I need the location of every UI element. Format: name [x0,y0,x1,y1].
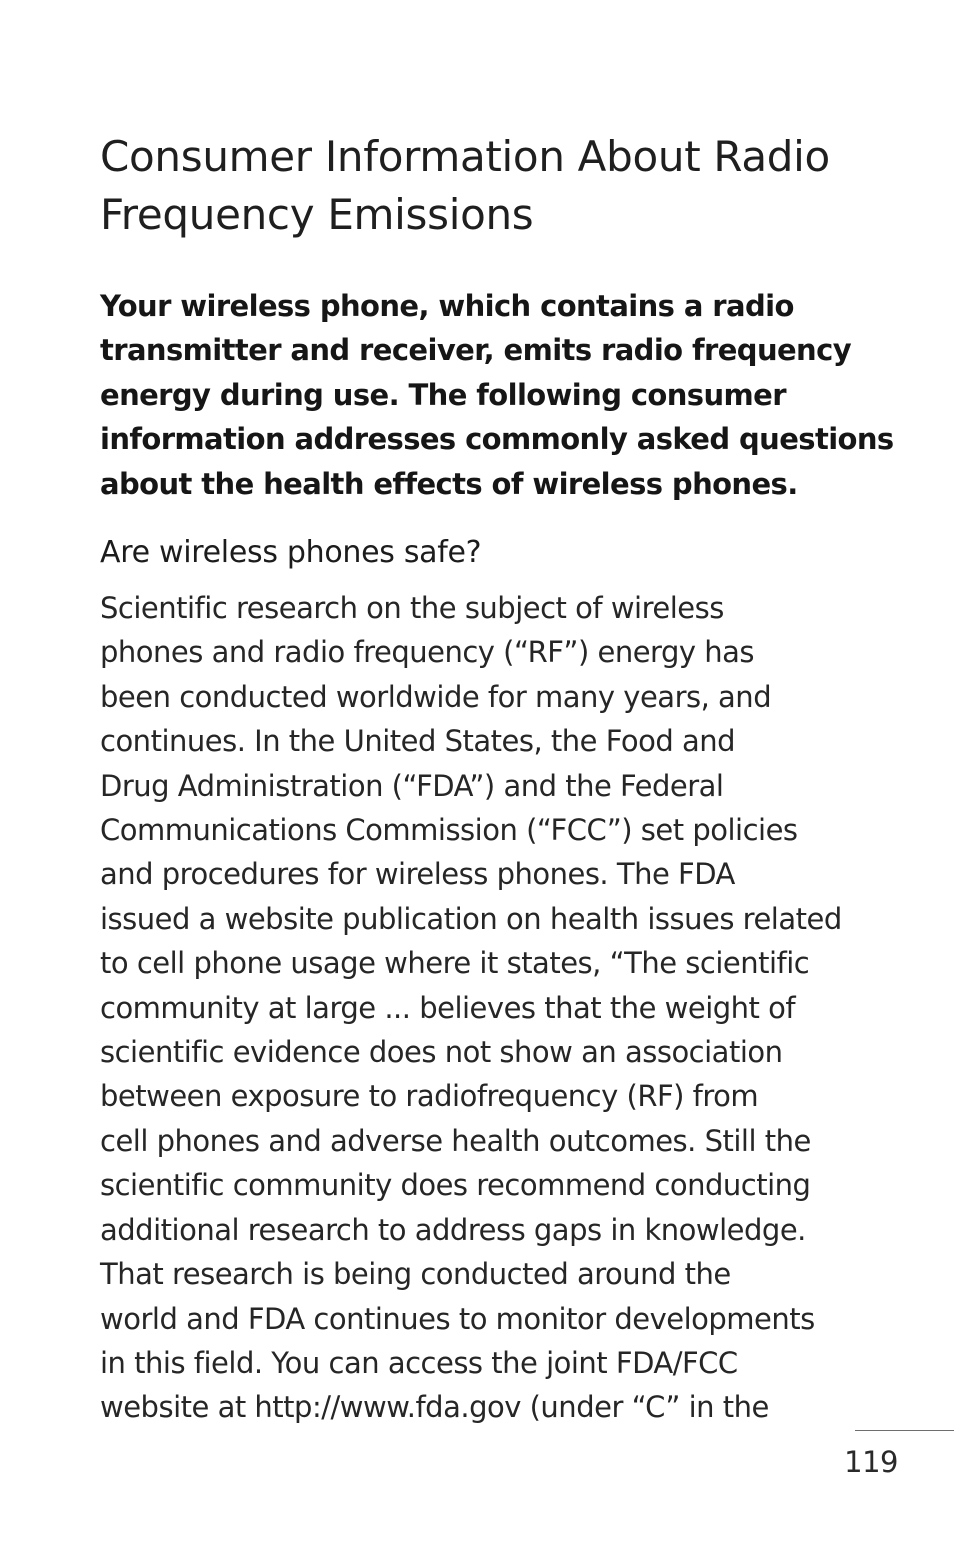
intro-line: about the health effects of wireless phones. [100,466,798,501]
intro-line: information addresses commonly asked questions [100,422,894,457]
section-subheading: Are wireless phones safe? [100,535,482,570]
page-title-line: Frequency Emissions [100,190,534,239]
body-line: Communications Commission (“FCC”) set policies [100,813,798,848]
body-line: world and FDA continues to monitor developments [100,1301,815,1336]
body-line: to cell phone usage where it states, “The scientific [100,946,810,981]
footer-divider [855,1430,954,1431]
body-line: Drug Administration (“FDA”) and the Federal [100,768,724,803]
body-line: scientific community does recommend conducting [100,1168,811,1203]
body-line: community at large ... believes that the weight of [100,990,796,1025]
body-line: been conducted worldwide for many years, and [100,679,772,714]
body-line: website at http://www.fda.gov (under “C” in the [100,1390,769,1425]
intro-line: energy during use. The following consumer [100,377,786,412]
body-line: in this field. You can access the joint FDA/FCC [100,1345,738,1380]
page-title [100,128,900,244]
body-line: cell phones and adverse health outcomes. Still the [100,1123,811,1158]
intro-line: transmitter and receiver, emits radio frequency [100,333,851,368]
page-number: 119 [844,1445,898,1479]
intro-paragraph [100,284,894,506]
body-line: issued a website publication on health issues related [100,901,842,936]
body-line: and procedures for wireless phones. The FDA [100,857,735,892]
body-line: phones and radio frequency (“RF”) energy has [100,635,755,670]
body-line: That research is being conducted around the [100,1257,731,1292]
body-line: additional research to address gaps in knowledge. [100,1212,806,1247]
section-body [100,586,900,1430]
body-line: Scientific research on the subject of wireless [100,591,724,625]
intro-line: Your wireless phone, which contains a radio [100,289,794,323]
body-line: scientific evidence does not show an association [100,1035,783,1070]
body-line: between exposure to radiofrequency (RF) from [100,1079,759,1114]
body-line: continues. In the United States, the Food and [100,724,736,759]
page-title-line: Consumer Information About Radio [100,132,830,181]
